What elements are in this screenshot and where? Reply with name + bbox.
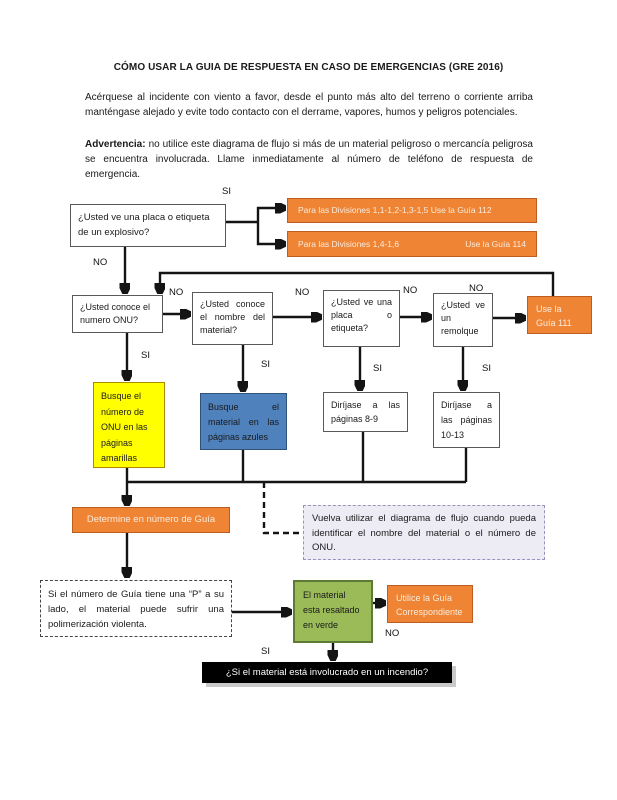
edge-collector [127, 432, 466, 482]
warning-label: Advertencia: [85, 139, 146, 150]
label-no-explosive: NO [93, 257, 108, 268]
decision-know-material-name: ¿Usted conoce el nombre del material? [192, 292, 273, 345]
page-title: CÓMO USAR LA GUIA DE RESPUESTA EN CASO DE EMERGENCIAS (GRE 2016) [113, 62, 504, 73]
warning-paragraph [85, 137, 533, 182]
decision-highlighted-green: El material esta resaltado en verde [293, 580, 373, 643]
decision-explosive-placard: ¿Usted ve una placa o etiqueta de un explosivo? [70, 204, 226, 247]
question-fire-involved: ¿Si el material está involucrado en un incendio? [202, 662, 452, 683]
label-no-onu: NO [169, 287, 184, 298]
edge-reuse-dashed [264, 482, 301, 533]
label-si-onu: SI [141, 350, 150, 361]
guide-114-action: Use la Guía 114 [465, 238, 526, 249]
label-no-name: NO [295, 287, 310, 298]
decision-know-un-number: ¿Usted conoce el numero ONU? [72, 295, 163, 333]
edge-si-guide112 [258, 208, 284, 222]
result-blue-pages: Busque el material en las páginas azules [200, 393, 287, 450]
result-guide-112: Para las Divisiones 1,1-1,2-1,3-1,5 Use la Guía 112 [287, 198, 537, 223]
result-corresponding-guide: Utilice la Guía Correspondiente [387, 585, 473, 623]
result-yellow-pages: Busque el número de ONU en las páginas amarillas [93, 382, 165, 468]
note-p-polymerization: Si el número de Guía tiene una “P” a su lado, el material puede sufrir una polimerización violenta. [40, 580, 232, 637]
guide-114-divisions: Para las Divisiones 1,4-1,6 [298, 238, 400, 249]
warning-text: no utilice este diagrama de flujo si más de un material peligroso o mercancía peligrosa se encuentra involucrada. Llame inmediatamente al número de teléfono de respuesta de emergencia. [85, 139, 533, 180]
decision-see-trailer: ¿Usted ve un remolque [433, 293, 493, 347]
result-pages-8-9: Diríjase a las páginas 8-9 [323, 392, 408, 432]
label-si-explosive: SI [222, 186, 231, 197]
step-determine-guide-number: Determine en número de Guía [72, 507, 230, 533]
result-guide-111: Use la Guía 111 [527, 296, 592, 334]
label-no-green: NO [385, 628, 400, 639]
label-si-trailer: SI [482, 363, 491, 374]
result-pages-10-13: Diríjase a las páginas 10-13 [433, 392, 500, 448]
decision-see-placard: ¿Usted ve una placa o etiqueta? [323, 290, 400, 347]
intro-paragraph: Acérquese al incidente con viento a favor, desde el punto más alto del terreno o corriente arriba manténgase alejado y evite todo contacto con el derrame, vapores, humos y peligros potenciales. [85, 92, 533, 118]
label-no-trailer: NO [469, 283, 484, 294]
label-no-placard: NO [403, 285, 418, 296]
label-si-placard: SI [373, 363, 382, 374]
label-si-green: SI [261, 646, 270, 657]
label-si-name: SI [261, 359, 270, 370]
edge-si-guide114 [258, 222, 284, 244]
note-reuse-flowchart: Vuelva utilizar el diagrama de flujo cuando pueda identificar el nombre del material o el número de ONU. [303, 505, 545, 560]
result-guide-114 [287, 231, 537, 257]
